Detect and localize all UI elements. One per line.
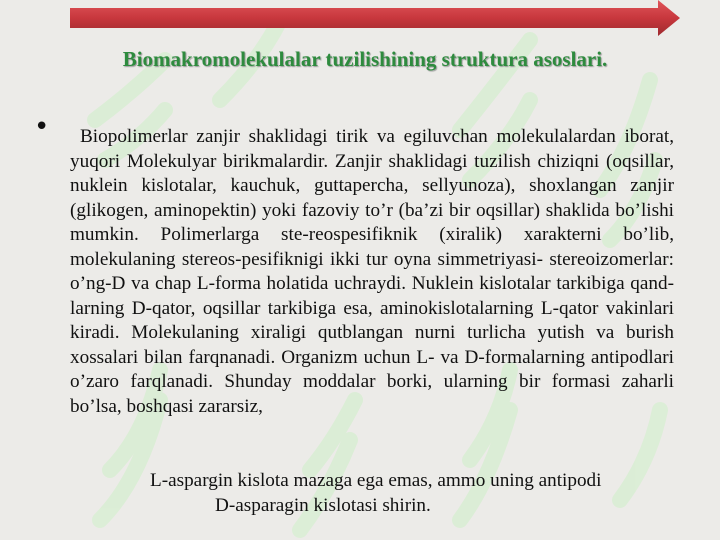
example-line-1: L-aspargin kislota mazaga ega emas, ammo uning antipodi: [150, 470, 602, 491]
example-line-2: D-asparagin kislotasi shirin.: [215, 495, 431, 516]
red-arrow-decoration: [70, 0, 680, 40]
bullet-marker: •: [34, 112, 50, 142]
slide-title: Biomakromolekulalar tuzilishining struktura asoslari.: [122, 47, 608, 71]
body-paragraph: Biopolimerlar zanjir shaklidagi tirik va egiluvchan molekulalardan iborat, yuqori Molekulyar birikmalardir. Zanjir shaklidagi tuzilish chiziqni (oqsillar, nuklein kislotalar, kauchuk, guttapercha, sellyunoza), shoxlangan zanjir (glikogen, aminopektin) yoki fazoviy to’r (ba’zi bir oqsillar) shaklida bo’lishi mumkin. Polimerlarga ste-reospesifiknik (xiralik) xarakterni bo’lib, molekulaning stereos-pesifiknigi ikki tur oyna simmetriyasi- stereoizomerlar: o’ng-D va chap L-forma holatida uchraydi. Nuklein kislotalar tarkibiga qand-larning D-qator, oqsillar tarkibiga esa, aminokislotalarning L-qator vakinlari kiradi. Molekulaning xiraligi qutblangan nurni turlicha yutish va burish xossalari bilan farqnanadi. Organizm uchun L- va D-formalarning antipodlari o’zaro farqlanadi. Shunday moddalar borki, ularning bir formasi zaharli bo’lsa, boshqasi zararsiz,: [70, 126, 674, 417]
